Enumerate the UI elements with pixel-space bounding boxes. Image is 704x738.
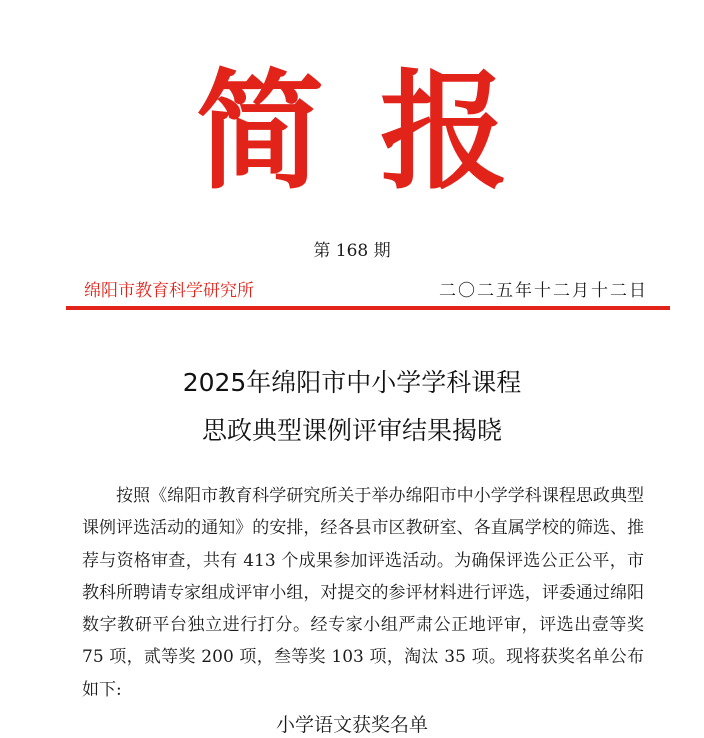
article-title-line-1: 2025年绵阳市中小学学科课程	[182, 368, 522, 397]
issue-date: 二〇二五年十二月十二日	[439, 281, 648, 301]
section-subheading: 小学语文获奖名单	[275, 714, 428, 736]
masthead-title: 简报	[195, 57, 564, 207]
issuing-organization: 绵阳市教育科学研究所	[84, 281, 254, 301]
article-title-line-2: 思政典型课例评审结果揭晓	[201, 416, 502, 445]
article-body-paragraph: 按照《绵阳市教育科学研究所关于举办绵阳市中小学学科课程思政典型课例评选活动的通知》的安排，经各县市区教研室、各直属学校的筛选、推荐与资格审查，共有 413 个成果参加评选活动。为确保评选公正公平，市教科所聘请专家组成评审小组，对提交的参评材料进行评选，评委通过绵阳数字教研平台独立进行打分。经专家小组严肃公正地评审，评选出壹等奖 75 项，贰等奖 200 项，叁等奖 103 项，淘汰 35 项。现将获奖名单公布如下:	[82, 486, 644, 700]
issue-number: 第 168 期	[313, 241, 391, 261]
header-divider	[66, 306, 670, 310]
